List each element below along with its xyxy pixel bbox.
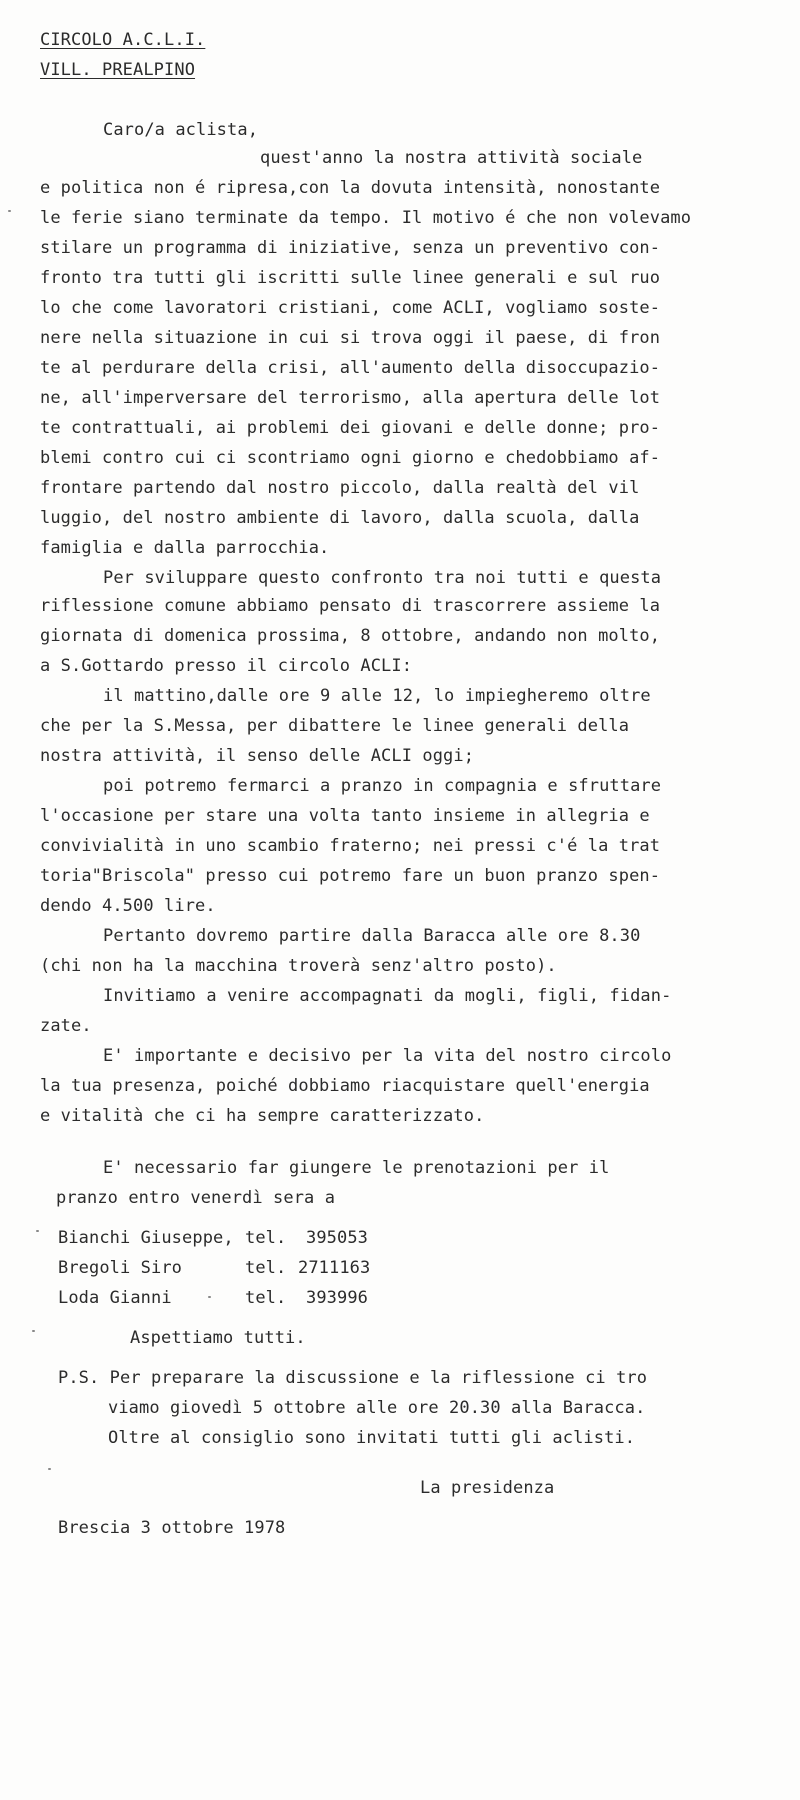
- closing: Aspettiamo tutti.: [130, 1328, 306, 1348]
- contact-tel-label: tel.: [245, 1228, 287, 1248]
- body-line: a S.Gottardo presso il circolo ACLI:: [40, 656, 413, 676]
- body-line: le ferie siano terminate da tempo. Il motivo é che non volevamo: [40, 208, 692, 228]
- body-line: Invitiamo a venire accompagnati da mogli, figli, fidan-: [103, 986, 672, 1006]
- body-line: fronto tra tutti gli iscritti sulle linee generali e sul ruo: [40, 268, 661, 288]
- body-line: zate.: [40, 1016, 92, 1036]
- header-line-2: VILL. PREALPINO: [40, 60, 196, 80]
- body-line: che per la S.Messa, per dibattere le linee generali della: [40, 716, 630, 736]
- body-line: frontare partendo dal nostro piccolo, dalla realtà del vil: [40, 478, 640, 498]
- contact-phone: 393996: [306, 1288, 369, 1308]
- body-line: (chi non ha la macchina troverà senz'altro posto).: [40, 956, 557, 976]
- body-line: nostra attività, il senso delle ACLI oggi;: [40, 746, 475, 766]
- body-line: ne, all'imperversare del terrorismo, alla apertura delle lot: [40, 388, 661, 408]
- ps-line-1: P.S. Per preparare la discussione e la riflessione ci tro: [58, 1368, 648, 1388]
- body-line: te al perdurare della crisi, all'aumento della disoccupazio-: [40, 358, 661, 378]
- body-line: riflessione comune abbiamo pensato di trascorrere assieme la: [40, 596, 661, 616]
- contact-phone: 395053: [306, 1228, 369, 1248]
- reservation-line-1: E' necessario far giungere le prenotazioni per il: [103, 1158, 610, 1178]
- paper-speck: [8, 210, 11, 212]
- body-line: la tua presenza, poiché dobbiamo riacquistare quell'energia: [40, 1076, 650, 1096]
- paper-speck: [208, 1296, 211, 1298]
- body-line: Pertanto dovremo partire dalla Baracca alle ore 8.30: [103, 926, 641, 946]
- contact-name: Bianchi Giuseppe,: [58, 1228, 234, 1248]
- body-line: poi potremo fermarci a pranzo in compagnia e sfruttare: [103, 776, 662, 796]
- reservation-line-2: pranzo entro venerdì sera a: [56, 1188, 336, 1208]
- contact-name: Loda Gianni: [58, 1288, 172, 1308]
- paper-speck: [32, 1330, 35, 1332]
- contact-tel-label: tel.: [245, 1288, 287, 1308]
- body-line: Per sviluppare questo confronto tra noi tutti e questa: [103, 568, 662, 588]
- body-line: dendo 4.500 lire.: [40, 896, 216, 916]
- body-line: nere nella situazione in cui si trova oggi il paese, di fron: [40, 328, 661, 348]
- body-line: stilare un programma di iniziative, senza un preventivo con-: [40, 238, 661, 258]
- place-date: Brescia 3 ottobre 1978: [58, 1518, 286, 1538]
- body-line: l'occasione per stare una volta tanto insieme in allegria e: [40, 806, 650, 826]
- paper-speck: [36, 1230, 39, 1232]
- body-line: giornata di domenica prossima, 8 ottobre, andando non molto,: [40, 626, 661, 646]
- contact-name: Bregoli Siro: [58, 1258, 183, 1278]
- body-line: e vitalità che ci ha sempre caratterizzato.: [40, 1106, 485, 1126]
- body-line: lo che come lavoratori cristiani, come ACLI, vogliamo soste-: [40, 298, 661, 318]
- body-line: il mattino,dalle ore 9 alle 12, lo impiegheremo oltre: [103, 686, 651, 706]
- salutation: Caro/a aclista,: [103, 120, 259, 140]
- contact-tel-label: tel.: [245, 1258, 287, 1278]
- body-line: e politica non é ripresa,con la dovuta intensità, nonostante: [40, 178, 661, 198]
- signature: La presidenza: [420, 1478, 555, 1498]
- body-line: E' importante e decisivo per la vita del nostro circolo: [103, 1046, 672, 1066]
- body-line: blemi contro cui ci scontriamo ogni giorno e chedobbiamo af-: [40, 448, 661, 468]
- contact-phone: 2711163: [298, 1258, 371, 1278]
- ps-line-2: viamo giovedì 5 ottobre alle ore 20.30 alla Baracca.: [108, 1398, 646, 1418]
- body-line: convivialità in uno scambio fraterno; nei pressi c'é la trat: [40, 836, 661, 856]
- body-line: famiglia e dalla parrocchia.: [40, 538, 330, 558]
- body-line: luggio, del nostro ambiente di lavoro, dalla scuola, dalla: [40, 508, 640, 528]
- body-line: te contrattuali, ai problemi dei giovani e delle donne; pro-: [40, 418, 661, 438]
- body-line: quest'anno la nostra attività sociale: [260, 148, 643, 168]
- body-line: toria"Briscola" presso cui potremo fare un buon pranzo spen-: [40, 866, 661, 886]
- header-line-1: CIRCOLO A.C.L.I.: [40, 30, 206, 50]
- ps-line-3: Oltre al consiglio sono invitati tutti gli aclisti.: [108, 1428, 636, 1448]
- paper-speck: [48, 1468, 51, 1470]
